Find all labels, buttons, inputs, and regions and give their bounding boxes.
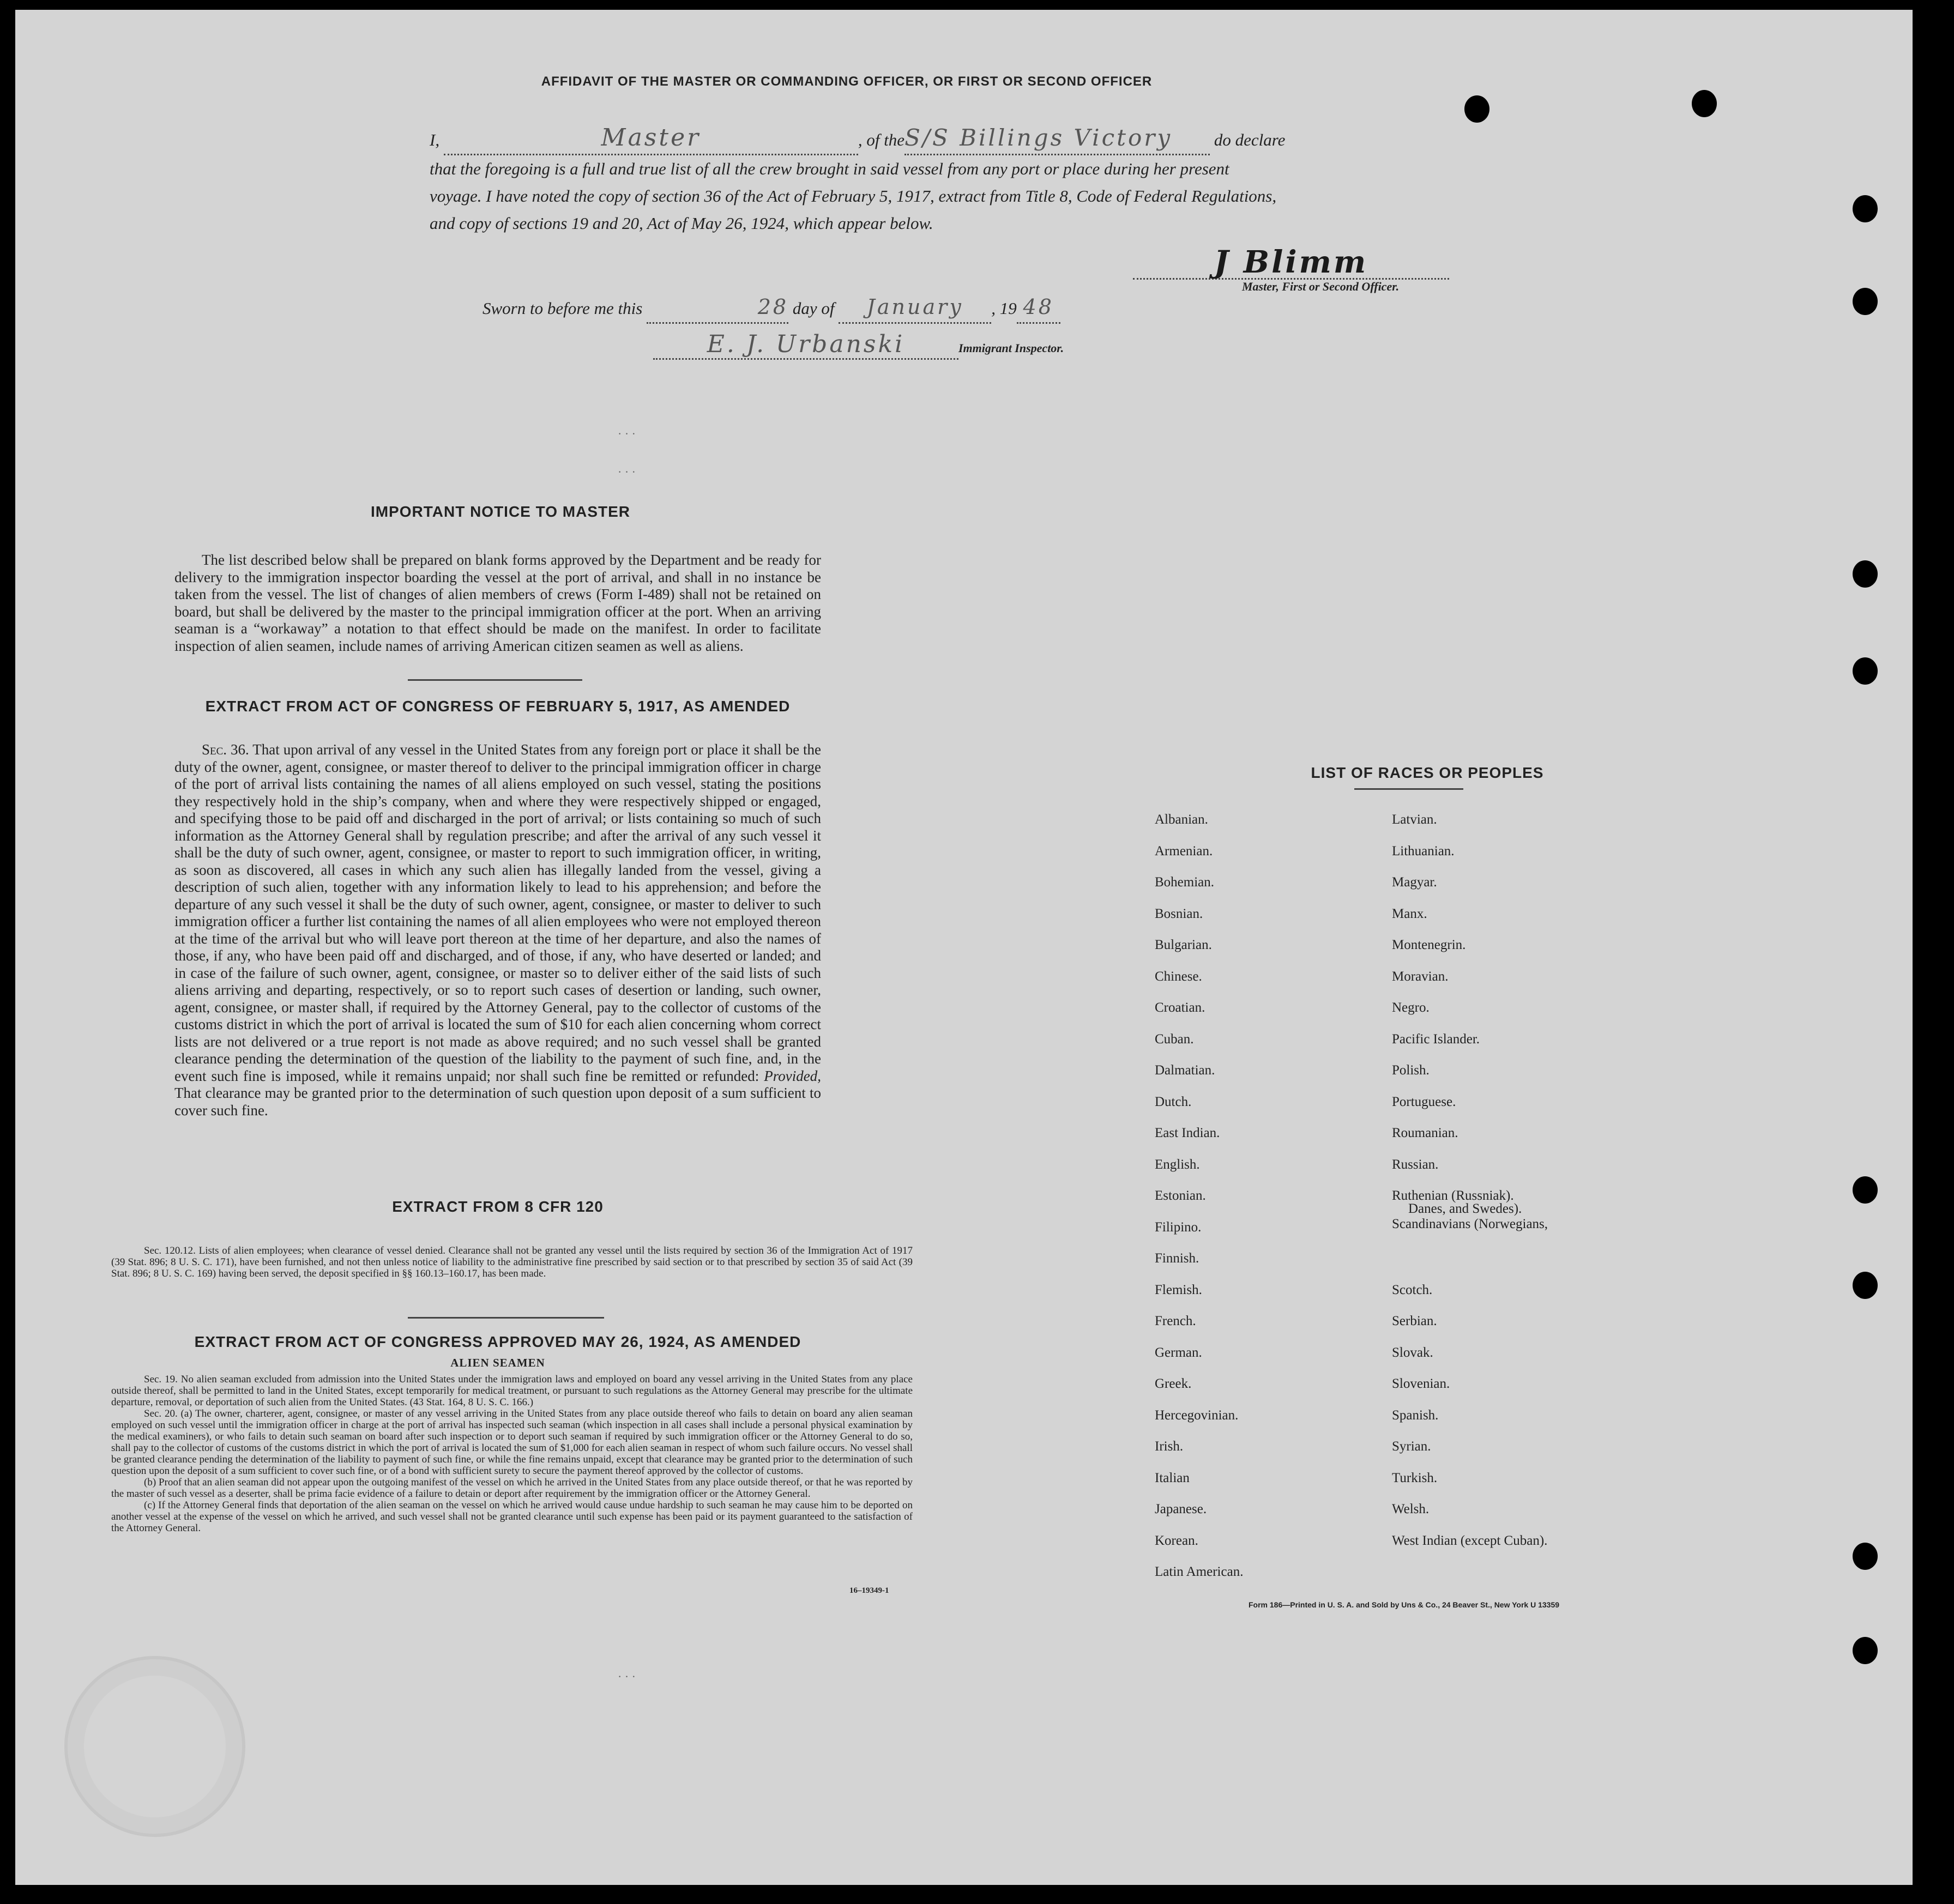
race-item: Dutch.: [1155, 1094, 1192, 1109]
stray-marks: · · ·: [618, 1670, 636, 1683]
race-item: Armenian.: [1155, 843, 1213, 859]
stray-marks: · · ·: [618, 427, 636, 440]
punch-hole: [1853, 1272, 1878, 1299]
divider: [408, 1317, 604, 1319]
punch-hole: [1692, 90, 1717, 117]
affidavit-prefix: I,: [430, 130, 440, 149]
cfr-text: Sec. 120.12. Lists of alien employees; when clearance of vessel denied. Clearance shall not be granted any vessel until the lists required by section 36 of the Immigration Act of 1917 (39 Stat. 896; 8 U. S. C. 171), have been furnished, and not then unless notice of liability to the administrative fine prescribed by said section or to that prescribed by section 35 of said Act (39 Stat. 896; 8 U. S. C. 169) having been served, the deposit specified in §§ 160.13–160.17, has been made.: [111, 1245, 913, 1279]
month-field: [839, 293, 991, 324]
race-item: English.: [1155, 1157, 1200, 1172]
notice-heading: IMPORTANT NOTICE TO MASTER: [370, 503, 631, 520]
extract1924-subheading: ALIEN SEAMEN: [450, 1356, 545, 1369]
race-item: Ruthenian (Russniak).: [1392, 1188, 1514, 1203]
sworn-line: [483, 293, 1060, 324]
race-item: Scandinavians (Norwegians,: [1392, 1216, 1548, 1231]
races-left-column: [1155, 812, 1384, 1586]
race-item: Welsh.: [1392, 1502, 1430, 1516]
race-item: Spanish.: [1392, 1407, 1439, 1423]
divider: [1354, 788, 1463, 790]
form-code: 16–19349-1: [849, 1586, 889, 1595]
signature-caption: Master, First or Second Officer.: [1242, 280, 1400, 293]
race-item: Flemish.: [1155, 1282, 1202, 1297]
affidavit-line-4: and copy of sections 19 and 20, Act of May 26, 1924, which appear below.: [430, 214, 933, 233]
inspector-line: [653, 330, 1064, 360]
year-field: [1017, 293, 1060, 324]
signature-block: [1133, 244, 1449, 280]
race-item: Turkish.: [1392, 1470, 1438, 1485]
race-item: Albanian.: [1155, 812, 1208, 827]
day-of-label: day of: [792, 299, 835, 318]
sworn-label: Sworn to before me this: [483, 299, 643, 318]
race-item: Russian.: [1392, 1157, 1439, 1172]
race-item: West Indian (except Cuban).: [1392, 1533, 1548, 1548]
punch-hole: [1853, 1176, 1878, 1204]
race-item: Latvian.: [1392, 812, 1437, 827]
affidavit-title: AFFIDAVIT OF THE MASTER OR COMMANDING OFFICER, OR FIRST OR SECOND OFFICER: [541, 74, 1153, 89]
punch-hole: [1853, 1543, 1878, 1570]
race-item: Italian: [1155, 1470, 1190, 1485]
race-item: Croatian.: [1155, 1000, 1205, 1015]
races-heading: LIST OF RACES OR PEOPLES: [1311, 764, 1544, 781]
race-item: Montenegrin.: [1392, 938, 1466, 952]
section-text-end: That clearance may be granted prior to the determination of such question upon deposit of a sum sufficient to cover such fine.: [174, 1085, 821, 1119]
handwritten-month: January: [866, 295, 963, 319]
race-item: Roumanian.: [1392, 1126, 1458, 1140]
document-page: [15, 10, 1913, 1885]
extract1917-heading: EXTRACT FROM ACT OF CONGRESS OF FEBRUARY 5, 1917, AS AMENDED: [205, 698, 791, 715]
extract1924-text: [111, 1374, 913, 1534]
handwritten-vessel: S/S Billings Victory: [904, 124, 1173, 151]
embossed-seal: [64, 1656, 245, 1837]
affidavit-line-3: voyage. I have noted the copy of section 36 of the Act of February 5, 1917, extract from Title 8, Code of Federal Regulations,: [430, 186, 1277, 205]
race-item: Scotch.: [1392, 1282, 1433, 1297]
race-item: Chinese.: [1155, 969, 1202, 984]
sec20c-text: (c) If the Attorney General finds that deportation of the alien seaman on the vessel on which he arrived would cause undue hardship to such seaman he may cause him to be deported on another vessel at the expense of the vessel on which he arrived, and such vessel shall not be granted clearance until such expense has been paid or its payment guaranteed to the satisfaction of the Attorney General.: [111, 1500, 913, 1534]
races-right-column: [1392, 812, 1632, 1586]
inspector-caption: Immigrant Inspector.: [958, 341, 1064, 355]
race-item: Negro.: [1392, 1000, 1430, 1015]
race-item: Syrian.: [1392, 1439, 1431, 1454]
inspector-field: [653, 330, 958, 360]
race-item: Bosnian.: [1155, 906, 1203, 921]
section-text: That upon arrival of any vessel in the United States from any foreign port or place it shall be the duty of the owner, agent, consignee, or master thereof to deliver to the principal immigration officer in charge of the port of arrival lists containing the names of all aliens employed on such vessel, stating the positions they respectively hold in the ship’s company, when and where they were respectively shipped or engaged, and specifying those to be paid off and discharged in the port of arrival; or lists containing so much of such information as the Attorney General shall by regulation prescribe; and after the arrival of any such vessel it shall be the duty of such owner, agent, consignee, or master to report to such immigration officer, in writing, as soon as discovered, all cases in which any such alien has illegally landed from the vessel, giving a description of such alien, together with any information likely to lead to his apprehension; and before the departure of any such vessel it shall be the duty of such owner, agent, consignee, or master to deliver to such immigration officer a further list containing the names of all alien employees who were not employed thereon at the time of the arrival but who will leave port thereon at the time of her departure, and also the names of those, if any, who have been paid off and discharged, and of those, if any, who have deserted or landed; and in case of the failure of such owner, agent, consignee, or master so to deliver either of the said lists of such aliens arriving and departing, respectively, or so to report such cases of desertion or landing, such owner, agent, consignee, or master shall, if required by the Attorney General, pay to the collector of customs of the customs district in which the port of arrival is located the sum of $10 for each alien concerning whom correct lists are not delivered or a true report is not made as above required; and no such vessel shall be granted clearance pending the determination of the question of the liability to the payment of such fine, and, in the event such fine is imposed, while it remains unpaid; nor shall such fine be remitted or refunded:: [174, 741, 822, 1084]
punch-hole: [1853, 1637, 1878, 1664]
sec19-text: Sec. 19. No alien seaman excluded from admission into the United States under the immigration laws and employed on board any vessel arriving in the United States from any place outside thereof, shall be permitted to land in the United States, except temporarily for medical treatment, or pursuant to such regulations as the Attorney General may prescribe for the ultimate departure, removal, or deportation of such alien from the United States. (43 Stat. 164, 8 U. S. C. 166.): [111, 1374, 913, 1408]
handwritten-inspector: E. J. Urbanski: [707, 330, 905, 358]
race-item: Estonian.: [1155, 1188, 1206, 1203]
do-declare-label: do declare: [1214, 130, 1286, 149]
race-item: Moravian.: [1392, 969, 1449, 984]
race-item: Japanese.: [1155, 1502, 1207, 1516]
sec20b-text: (b) Proof that an alien seaman did not appear upon the outgoing manifest of the vessel on which he arrived in the United States from any place outside thereof, or that he was reported by the master of such vessel as a deserter, shall be prima facie evidence of a failure to detain or deport after requirement by the immigration officer or the Attorney General.: [111, 1477, 913, 1500]
extract1917-text: [174, 741, 821, 1119]
of-the-label: , of the: [858, 130, 905, 149]
extract1924-heading: EXTRACT FROM ACT OF CONGRESS APPROVED MAY 26, 1924, AS AMENDED: [194, 1333, 801, 1350]
affidavit-line-1: [430, 124, 1493, 155]
sec20a-text: Sec. 20. (a) The owner, charterer, agent, consignee, or master of any vessel arriving in the United States from any place outside thereof who fails to detain on board any alien seaman employed on such vessel until the immigration officer in charge at the port of arrival has inspected such seaman (which inspection in all cases shall include a personal physical examination by the medical examiners), or who fails to detain such seaman on board after such inspection or to deport such seaman if required by such immigration officer or the Attorney General to do so, shall pay to the collector of customs of the customs district in which the port of arrival is located the sum of $1,000 for each alien seaman in respect of whom such failure occurs. No vessel shall be granted clearance pending the determination of the liability to payment of such fine, or while the fine remains unpaid, except that clearance may be granted prior to the determination of such question upon the deposit of a sum sufficient to cover such fine, or of a bond with sufficient surety to secure the payment thereof approved by the collector of customs.: [111, 1408, 913, 1477]
year-prefix: , 19: [991, 299, 1017, 318]
punch-hole: [1853, 288, 1878, 315]
race-item: German.: [1155, 1345, 1202, 1360]
punch-hole: [1853, 195, 1878, 222]
vessel-field: [904, 124, 1210, 155]
punch-hole: [1853, 560, 1878, 588]
race-item: Slovak.: [1392, 1345, 1433, 1360]
affidavit-line-2: that the foregoing is a full and true list of all the crew brought in said vessel from any port or place during her present: [430, 159, 1229, 178]
race-item: Danes, and Swedes).: [1408, 1201, 1522, 1216]
cfr-heading: EXTRACT FROM 8 CFR 120: [392, 1198, 604, 1215]
handwritten-name: Master: [601, 124, 701, 152]
race-item: Pacific Islander.: [1392, 1031, 1480, 1047]
race-item: Serbian.: [1392, 1314, 1437, 1328]
race-item: Polish.: [1392, 1063, 1430, 1078]
race-item: Manx.: [1392, 906, 1427, 921]
handwritten-year: 48: [1023, 295, 1054, 319]
race-item: Korean.: [1155, 1533, 1198, 1548]
notice-text: The list described below shall be prepared on blank forms approved by the Department and be ready for delivery to the immigration inspector boarding the vessel at the port of arrival, and shall in no instance be taken from the vessel. The list of changes of alien members of crews (Form I-489) shall not be retained on board, but shall be delivered by the master to the principal immigration officer at the port. When an arriving seaman is a “workaway” a notation to that effect should be made on the manifest. In order to facilitate inspection of alien seamen, include names of arriving American citizen seamen as well as aliens.: [174, 552, 821, 654]
printer-footer: Form 186—Printed in U. S. A. and Sold by Uns & Co., 24 Beaver St., New York U 13359: [1249, 1600, 1560, 1609]
race-item: Greek.: [1155, 1376, 1192, 1391]
punch-hole: [1464, 95, 1489, 123]
handwritten-signature: J Blimm: [1214, 244, 1368, 280]
race-item: Bohemian.: [1155, 875, 1215, 890]
race-item: Magyar.: [1392, 875, 1437, 890]
race-item: Finnish.: [1155, 1251, 1199, 1266]
day-field: [647, 293, 788, 324]
race-item: Lithuanian.: [1392, 843, 1455, 859]
stray-marks: · · ·: [618, 465, 636, 479]
divider: [408, 679, 582, 681]
section-label: Sec. 36.: [202, 741, 249, 758]
race-item: East Indian.: [1155, 1126, 1220, 1140]
signature-line: [1133, 244, 1449, 280]
handwritten-day: 28: [757, 295, 789, 319]
race-item: Portuguese.: [1392, 1094, 1456, 1109]
race-item: Slovenian.: [1392, 1376, 1450, 1391]
race-item: Dalmatian.: [1155, 1063, 1215, 1078]
provided-label: Provided,: [764, 1067, 821, 1084]
race-item: Hercegovinian.: [1155, 1407, 1239, 1423]
race-item: Bulgarian.: [1155, 938, 1212, 952]
affidavit-declaration: [430, 124, 1493, 237]
name-field: [444, 124, 858, 155]
race-item: French.: [1155, 1314, 1196, 1328]
punch-hole: [1853, 657, 1878, 685]
race-item: Irish.: [1155, 1439, 1184, 1454]
race-item: Latin American.: [1155, 1564, 1244, 1579]
race-item: Cuban.: [1155, 1031, 1194, 1047]
race-item: Filipino.: [1155, 1219, 1202, 1235]
